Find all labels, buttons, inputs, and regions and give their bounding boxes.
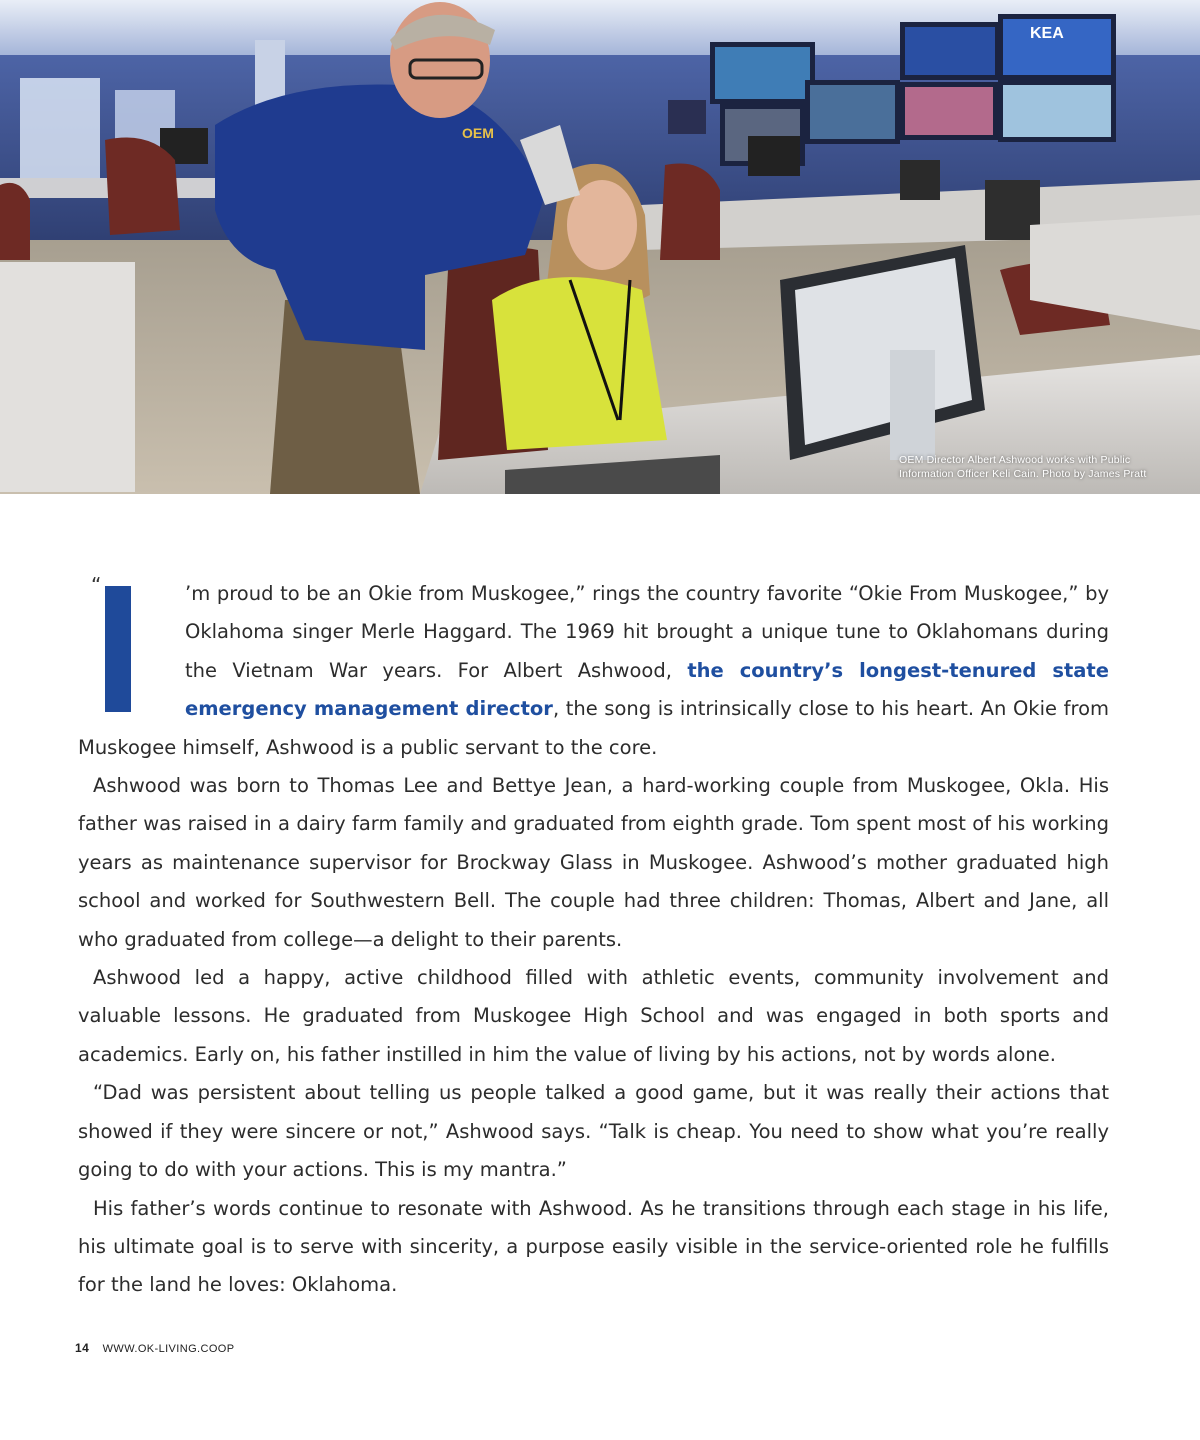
page-footer — [75, 1341, 235, 1355]
page-number: 14 — [75, 1341, 90, 1355]
caption-line-2: Information Officer Keli Cain. Photo by James Pratt — [899, 468, 1147, 480]
paragraph-3: Ashwood led a happy, active childhood filled with athletic events, community involvement and valuable lessons. He graduated from Muskogee High School and was engaged in both sports and academics. Early on, his father instilled in him the value of living by his actions, not by words alone. — [78, 966, 1109, 1066]
highlight-link[interactable]: the country’s longest-tenured state emergency management director — [185, 658, 1109, 721]
open-quote-mark: “ — [91, 573, 102, 597]
lead-paragraph-block — [78, 575, 1109, 767]
paragraph-4: “Dad was persistent about telling us people talked a good game, but it was really their actions that showed if they were sincere or not,” Ashwood says. “Talk is cheap. You need to show what you’re really going to do with your actions. This is my mantra.” — [78, 1081, 1109, 1182]
feature-photo — [0, 0, 1200, 494]
lead-text-start: ’m proud to be an Okie from Muskogee,” rings the country favorite “Okie From Muskogee,” by Oklahoma singer Merle Haggard. The 1969 hit brought a unique tune to Oklahomans during the Vietnam War years. For Albert Ashwood, — [185, 582, 1109, 682]
svg-text:OEM: OEM — [462, 125, 494, 141]
drop-cap-i — [105, 586, 131, 712]
caption-line-1: OEM Director Albert Ashwood works with Public — [899, 454, 1131, 466]
paragraph-5: His father’s words continue to resonate with Ashwood. As he transitions through each stage in his life, his ultimate goal is to serve with sincerity, a purpose easily visible in the service-oriented role he fulfills for the land he loves: Oklahoma. — [78, 1196, 1109, 1297]
svg-text:KEA: KEA — [1030, 25, 1064, 42]
lead-paragraph — [78, 575, 1109, 767]
article-body — [78, 575, 1109, 1305]
photo-illustration — [0, 0, 1200, 494]
photo-caption — [899, 453, 1179, 481]
lead-text-end: , the song is intrinsically close to his heart. An Okie from Muskogee himself, Ashwood is a public servant to the core. — [78, 697, 1109, 759]
footer-url[interactable]: WWW.OK-LIVING.COOP — [102, 1343, 235, 1355]
paragraph-2: Ashwood was born to Thomas Lee and Bettye Jean, a hard-working couple from Muskogee, Okla. His father was raised in a dairy farm family and graduated from eighth grade. Tom spent most of his working years as maintenance supervisor for Brockway Glass in Muskogee. Ashwood’s mother graduated high school and worked for Southwestern Bell. The couple had three children: Thomas, Albert and Jane, all who graduated from college—a delight to their parents. — [78, 774, 1109, 951]
